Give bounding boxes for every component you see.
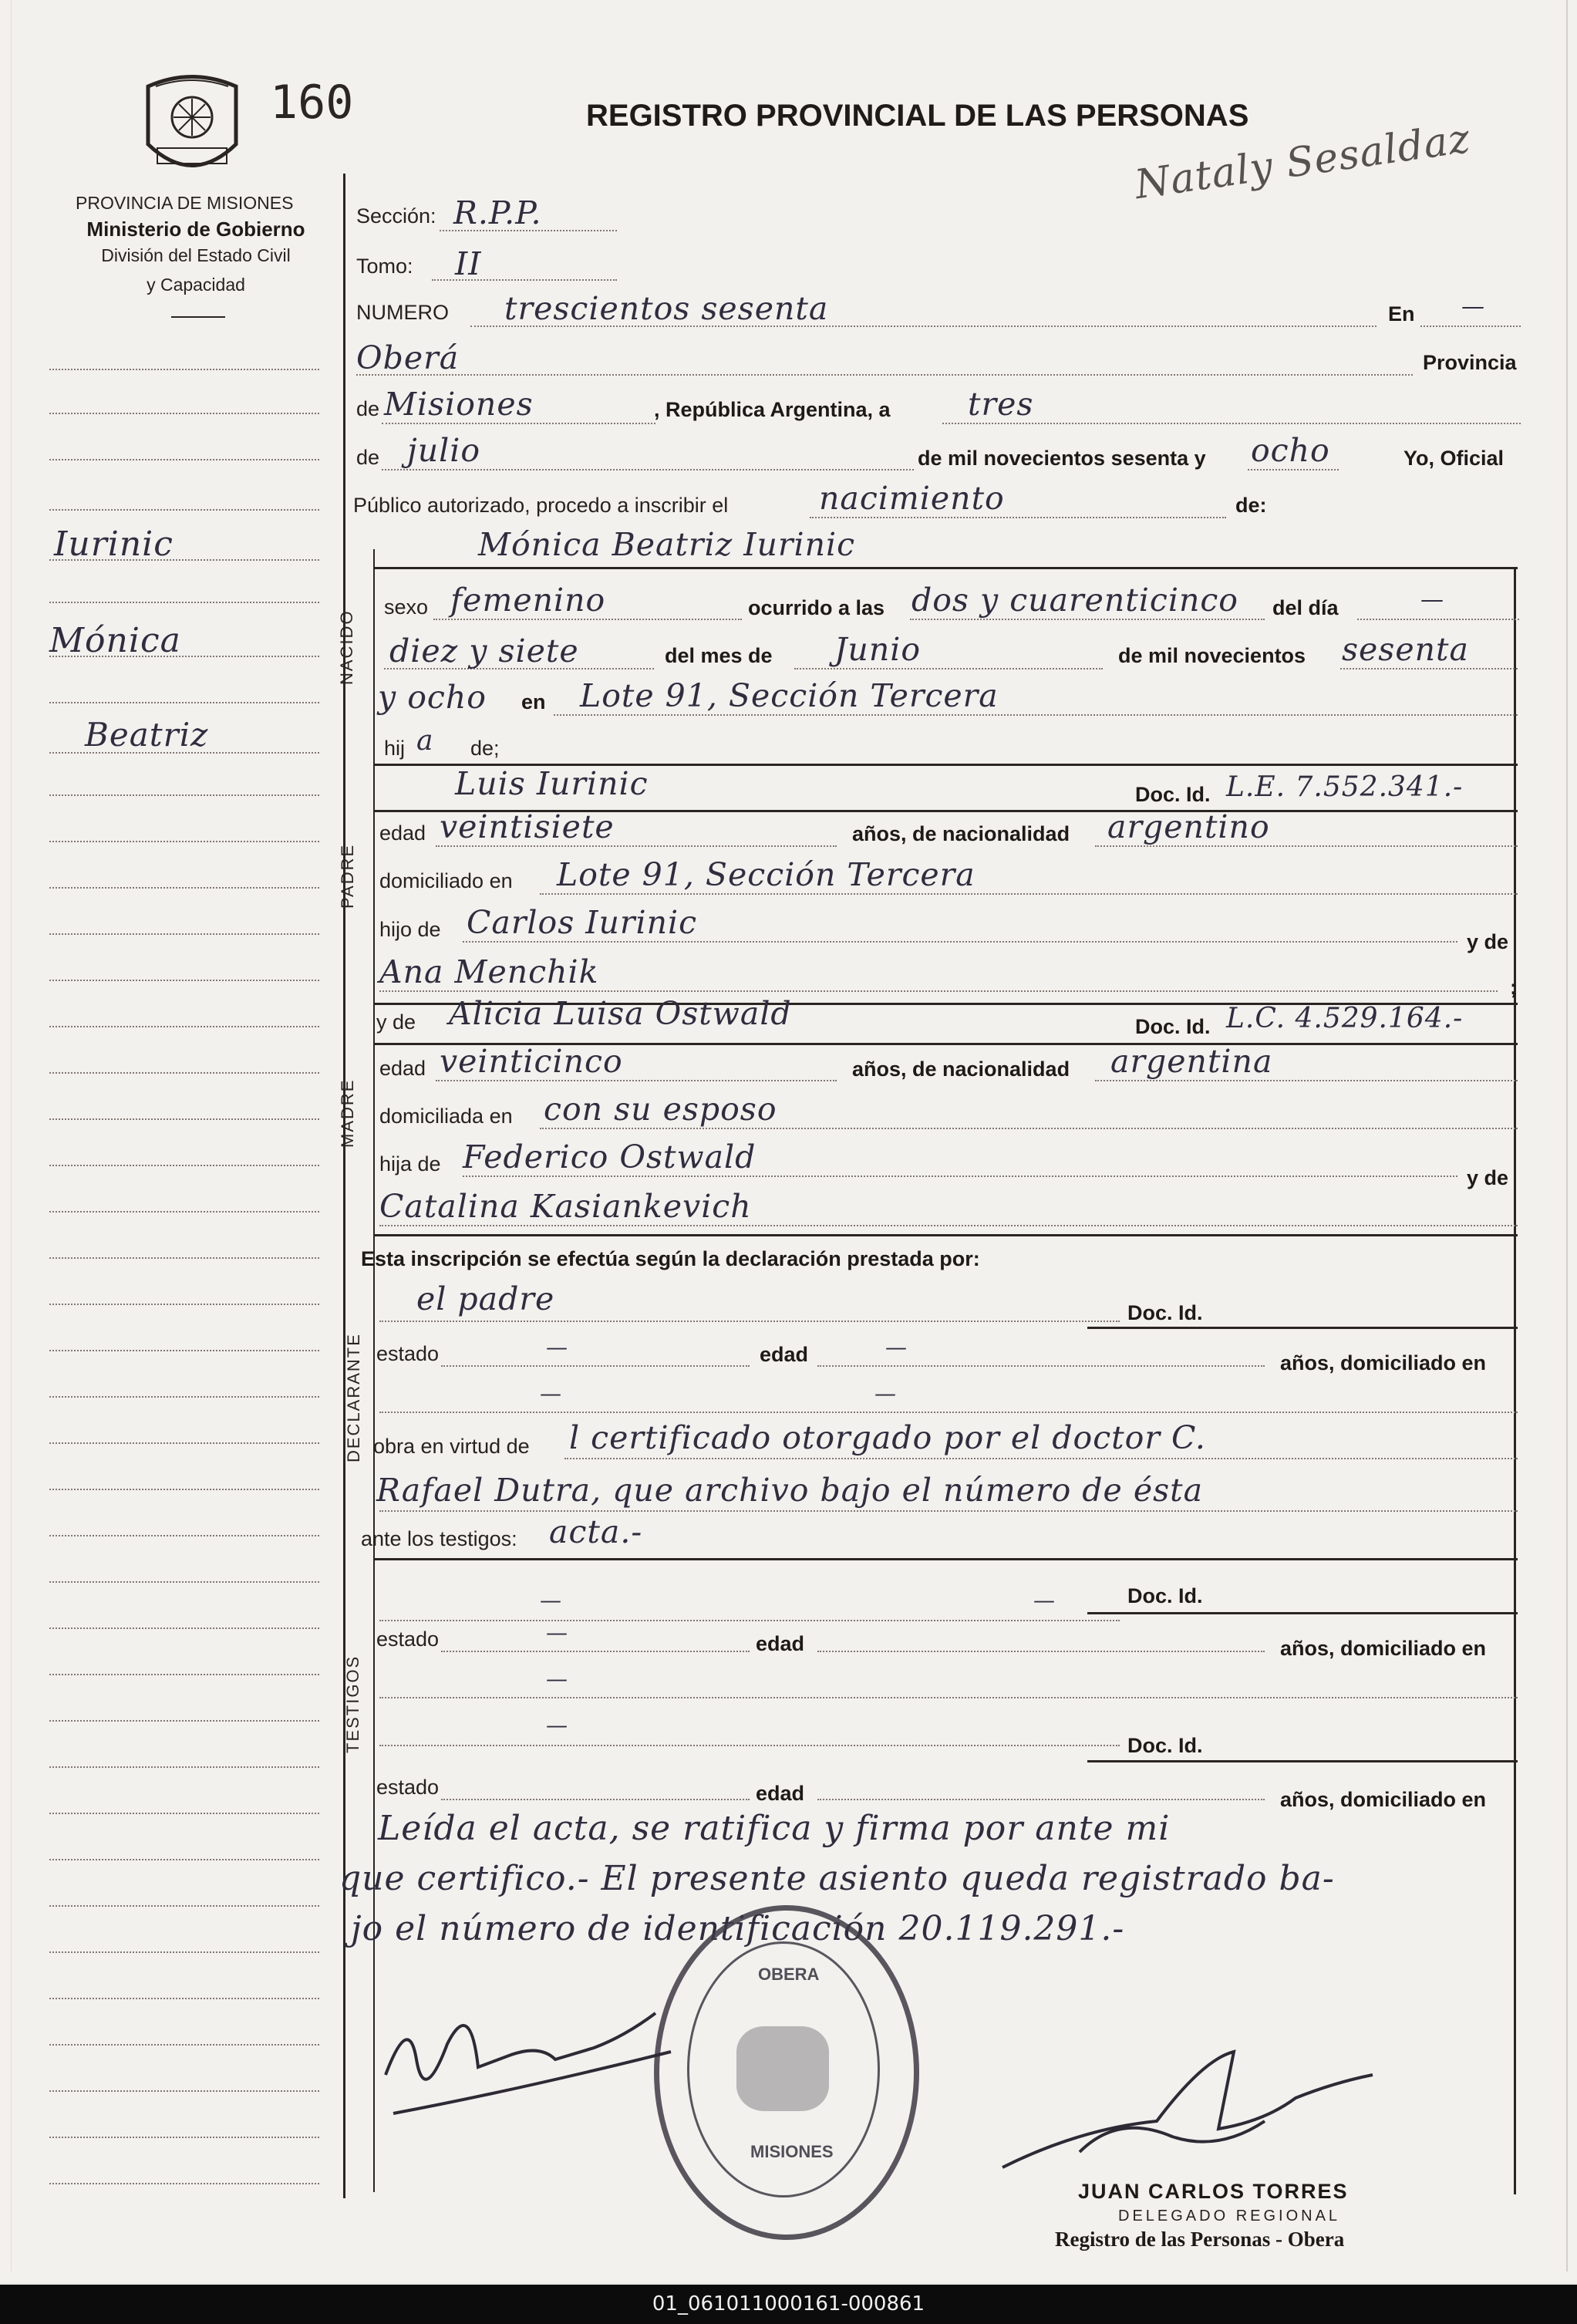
de-label: de — [356, 397, 380, 420]
anio-inscripcion: ocho — [1251, 432, 1330, 469]
image-id-bar: 01_061011000161-000861 — [0, 2285, 1577, 2324]
mes-value: Junio — [834, 631, 922, 668]
tomo-label: Tomo: — [356, 255, 413, 278]
section-declarante: DECLARANTE — [344, 1333, 363, 1462]
de2-label: de — [356, 446, 380, 469]
province-name: PROVINCIA DE MISIONES — [76, 193, 294, 213]
hij-suffix: a — [416, 725, 434, 757]
mil-sesenta-label: de mil novecientos sesenta y — [918, 447, 1206, 470]
declarante-anos-label: años, domiciliado en — [1280, 1351, 1487, 1374]
declarante-rule-top — [375, 1234, 1518, 1236]
section-padre: PADRE — [338, 843, 357, 909]
testigo1-estado: — — [546, 1620, 568, 1645]
del-dia-label: del día — [1272, 596, 1339, 619]
padre-edad: veintisiete — [440, 808, 615, 845]
margin-name-1: Mónica — [49, 621, 181, 660]
declarante-rule — [1087, 1327, 1518, 1329]
cierre-line-3: jo el número de identificación 20.119.291.- — [351, 1909, 1125, 1948]
inscripcion-label: Esta inscripción se efectúa según la declaración prestada por: — [361, 1247, 980, 1270]
padre-doc: L.E. 7.552.341.- — [1226, 771, 1464, 803]
en-label: En — [1388, 302, 1415, 325]
ante-testigos-label: ante los testigos: — [361, 1527, 517, 1550]
padre-y-de-label: y de — [1467, 930, 1509, 953]
lugar-value: Oberá — [356, 339, 460, 376]
sexo-label: sexo — [384, 595, 429, 619]
nacido-rule — [375, 567, 1518, 569]
obra-value-2: Rafael Dutra, que archivo bajo el número de ésta — [376, 1472, 1204, 1509]
obra-label: obra en virtud de — [373, 1435, 530, 1458]
republica-label: , República Argentina, a — [654, 398, 891, 421]
seccion-value: R.P.P. — [453, 194, 542, 231]
madre-doc: L.C. 4.529.164.- — [1226, 1003, 1464, 1034]
margin-surname: Iurinic — [54, 525, 174, 564]
declarante-domicilio-2: — — [874, 1381, 897, 1406]
testigo1-nombre-2: — — [1033, 1587, 1056, 1613]
acto-value: nacimiento — [819, 480, 1005, 517]
officer-name: JUAN CARLOS TORRES — [1078, 2180, 1349, 2203]
page-title: REGISTRO PROVINCIAL DE LAS PERSONAS — [586, 99, 1249, 133]
madre-edad: veinticinco — [440, 1043, 623, 1080]
testigo1-anos-label: años, domiciliado en — [1280, 1637, 1487, 1660]
del-mes-label: del mes de — [665, 644, 773, 667]
ministry-name: Ministerio de Gobierno — [86, 218, 305, 241]
declarante-edad: — — [885, 1334, 908, 1360]
tomo-value: II — [455, 245, 482, 282]
anio-value-2: y ocho — [378, 679, 487, 716]
nacido-nombre: Mónica Beatriz Iurinic — [478, 526, 856, 563]
section-madre: MADRE — [338, 1078, 357, 1148]
madre-y-de-label: y de — [1467, 1166, 1509, 1189]
sheet-number: 160 — [270, 76, 354, 130]
declarante-edad-label: edad — [760, 1343, 809, 1366]
office-name: Registro de las Personas - Obera — [1055, 2228, 1345, 2251]
declarante-value: el padre — [416, 1280, 555, 1317]
padre-doc-label: Doc. Id. — [1135, 783, 1211, 806]
madre-nacionalidad: argentina — [1110, 1043, 1273, 1080]
madre-y-de-label: y de — [376, 1010, 416, 1034]
seccion-label: Sección: — [356, 204, 436, 228]
padre-nombre: Luis Iurinic — [455, 765, 649, 802]
hij-label: hij — [384, 737, 406, 760]
madre-edad-label: edad — [379, 1057, 426, 1080]
testigo1-domicilio: — — [546, 1666, 568, 1692]
padre-hijo-de-label: hijo de — [379, 918, 441, 941]
declarante-domicilio: — — [540, 1381, 562, 1406]
officer-signature — [987, 2036, 1388, 2191]
coat-of-arms-icon — [140, 71, 244, 187]
testigo2-anos-label: años, domiciliado en — [1280, 1788, 1487, 1811]
en2-label: en — [521, 690, 546, 713]
testigo2-rule — [1087, 1760, 1518, 1762]
testigo2-doc-label: Doc. Id. — [1127, 1734, 1203, 1757]
testigo2-edad-label: edad — [756, 1782, 805, 1805]
dia-inscripcion: tres — [968, 386, 1034, 423]
section-testigos: TESTIGOS — [343, 1654, 362, 1753]
top-signature: Nataly Sesaldaz — [1131, 115, 1474, 209]
declarante-estado: — — [546, 1334, 568, 1360]
yo-oficial-label: Yo, Oficial — [1403, 447, 1505, 470]
testigo1-nombre: — — [540, 1587, 562, 1613]
section-nacido: NACIDO — [337, 609, 356, 685]
officer-role: DELEGADO REGIONAL — [1118, 2208, 1341, 2224]
padre-domicilio: Lote 91, Sección Tercera — [557, 856, 976, 893]
declarante-estado-label: estado — [376, 1342, 440, 1365]
madre-madre: Catalina Kasiankevich — [379, 1188, 752, 1225]
sexo-value: femenino — [450, 582, 606, 619]
madre-doc-label: Doc. Id. — [1135, 1015, 1211, 1038]
anio-value: sesenta — [1342, 631, 1469, 668]
testigo1-rule — [1087, 1612, 1518, 1614]
declarante-doc-label: Doc. Id. — [1127, 1301, 1203, 1324]
testigos-rule-top — [375, 1558, 1518, 1560]
divider — [171, 316, 225, 318]
ocurrido-label: ocurrido a las — [748, 596, 885, 619]
en-value: — — [1461, 293, 1485, 320]
provincia-label: Provincia — [1423, 351, 1517, 374]
padre-hijo-de: Carlos Iurinic — [467, 904, 698, 941]
ante-value: acta.- — [549, 1513, 643, 1550]
testigo1-estado-label: estado — [376, 1627, 440, 1651]
de-colon-label: de: — [1235, 494, 1267, 517]
madre-hija-de-label: hija de — [379, 1152, 441, 1175]
numero-value: trescientos sesenta — [504, 290, 829, 327]
madre-hija-de: Federico Ostwald — [463, 1138, 756, 1175]
division-name: División del Estado Civil — [101, 245, 291, 265]
division-name-2: y Capacidad — [147, 275, 245, 295]
margin-name-2: Beatriz — [85, 716, 209, 754]
obra-value-1: l certificado otorgado por el doctor C. — [569, 1419, 1206, 1456]
madre-nombre: Alicia Luisa Ostwald — [449, 995, 792, 1032]
witness-signature — [362, 1982, 686, 2129]
madre-domicilio: con su esposo — [544, 1091, 777, 1128]
madre-dom-label: domiciliada en — [379, 1105, 513, 1128]
publico-label: Público autorizado, procedo a inscribir el — [353, 494, 729, 517]
testigo1-doc-label: Doc. Id. — [1127, 1584, 1203, 1607]
numero-label: NUMERO — [356, 301, 449, 324]
padre-edad-label: edad — [379, 821, 426, 845]
provincia-value: Misiones — [384, 386, 534, 423]
madre-nac-label: años, de nacionalidad — [852, 1057, 1070, 1081]
official-stamp: OBERA MISIONES — [654, 1905, 919, 2240]
testigo2-nombre: — — [546, 1712, 568, 1738]
testigo2-estado-label: estado — [376, 1776, 440, 1799]
padre-madre: Ana Menchik — [379, 953, 599, 990]
dia-value: diez y siete — [389, 632, 579, 670]
cierre-line-1: Leída el acta, se ratifica y firma por ante mi — [378, 1809, 1171, 1848]
cierre-line-2: que certifico.- El presente asiento queda registrado ba- — [339, 1859, 1335, 1898]
hora-value: dos y cuarenticinco — [911, 582, 1238, 619]
padre-nac-label: años, de nacionalidad — [852, 822, 1070, 845]
padre-nacionalidad: argentino — [1107, 808, 1270, 845]
mil-nov-label: de mil novecientos — [1118, 644, 1306, 667]
semicolon: ; — [1510, 976, 1517, 999]
testigo1-edad-label: edad — [756, 1632, 805, 1655]
dia-dash: — — [1420, 586, 1444, 613]
de-semi-label: de; — [470, 737, 500, 760]
lugar-nacimiento: Lote 91, Sección Tercera — [580, 677, 999, 714]
mes-inscripcion: julio — [407, 432, 481, 469]
padre-dom-label: domiciliado en — [379, 869, 513, 892]
